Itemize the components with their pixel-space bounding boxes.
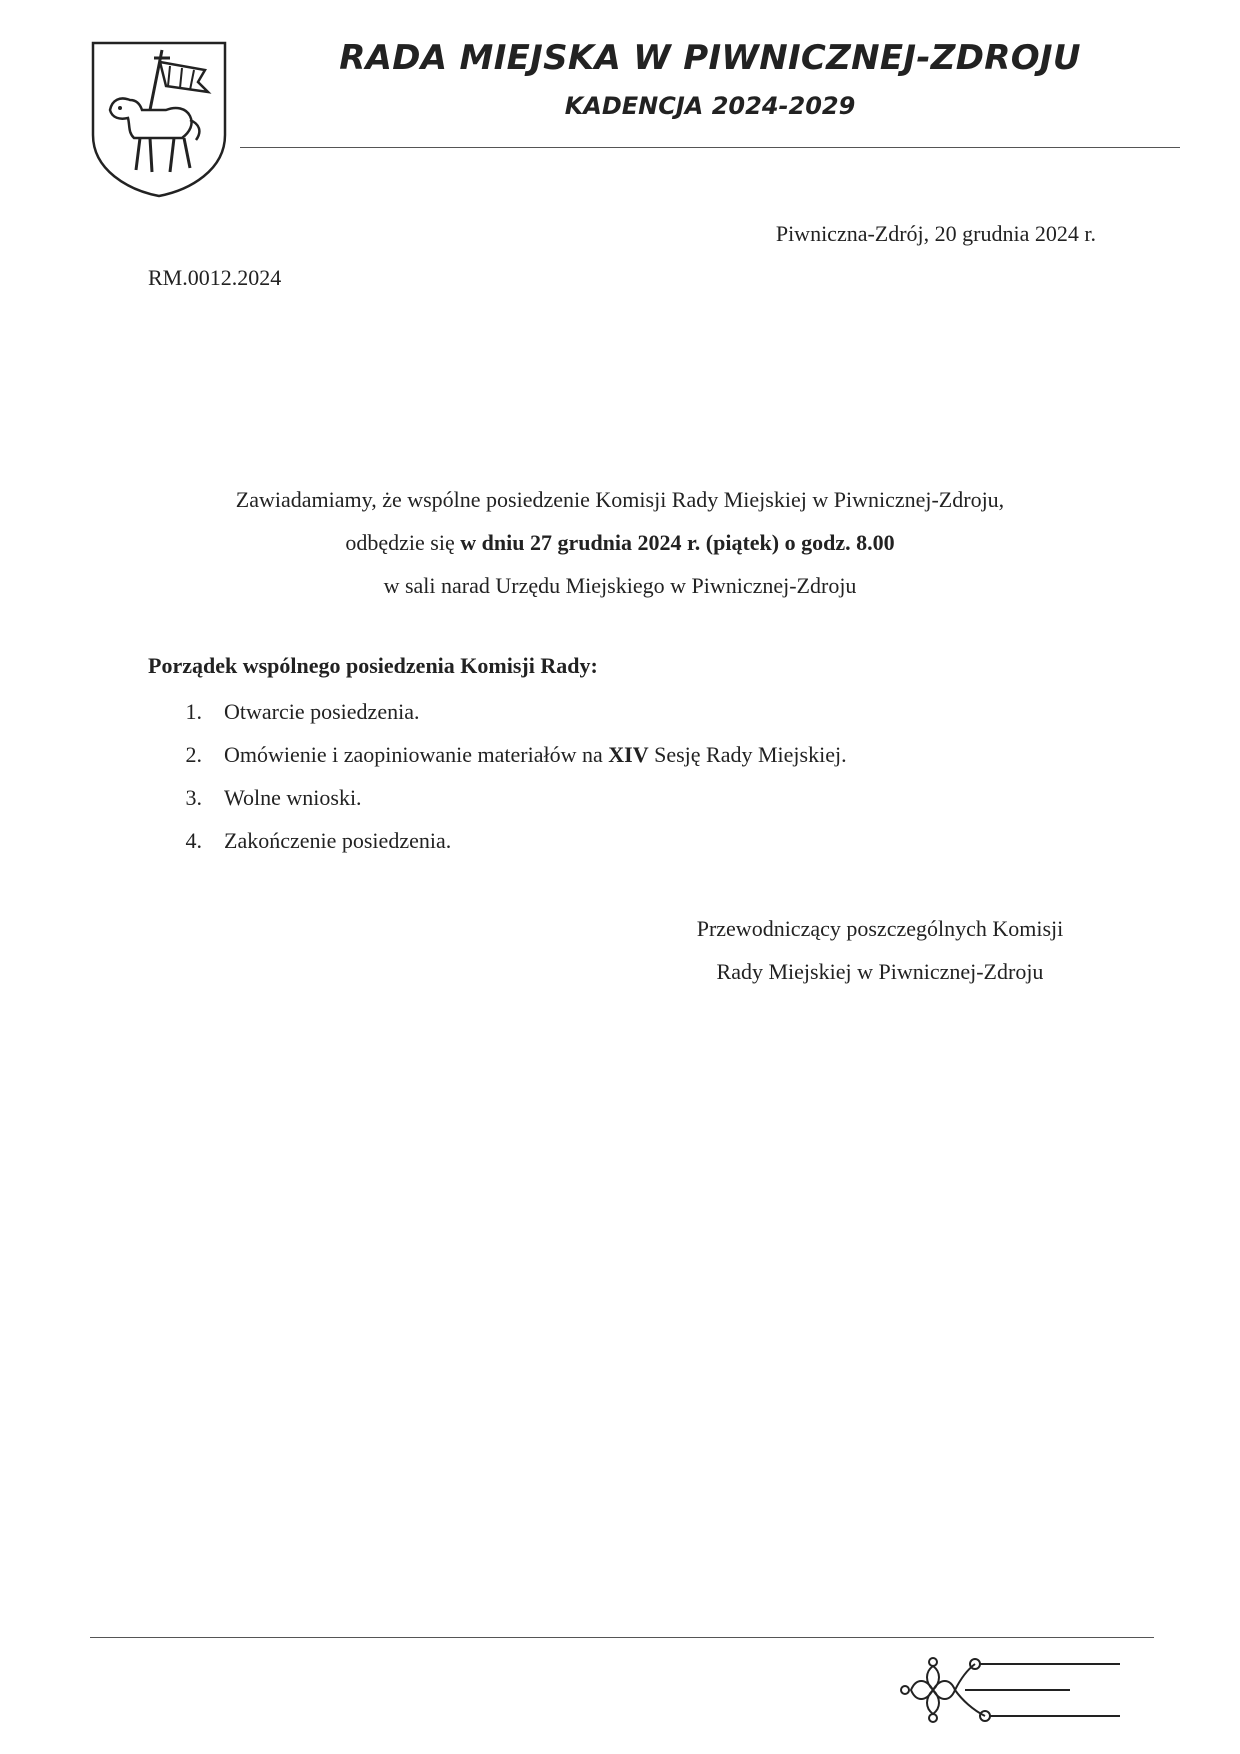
agenda-item-number: 3. — [185, 785, 202, 810]
footer-divider — [90, 1637, 1154, 1638]
agenda-item — [148, 776, 847, 819]
notice-line-3: w sali narad Urzędu Miejskiego w Piwnicznej-Zdroju — [383, 573, 857, 598]
header-divider — [240, 147, 1180, 148]
signature-line-1: Przewodniczący poszczególnych Komisji — [696, 916, 1064, 941]
agenda-item-text — [224, 819, 451, 862]
agenda-list — [148, 690, 847, 862]
meeting-datetime: w dniu 27 grudnia 2024 r. (piątek) o godz. 8.00 — [460, 530, 895, 555]
agenda-item-text — [224, 733, 847, 776]
meeting-notice — [140, 478, 1100, 607]
agenda-item-number: 2. — [185, 742, 202, 767]
agenda-item-text-part: Wolne wnioski. — [224, 785, 362, 810]
reference-number: RM.0012.2024 — [148, 265, 282, 290]
notice-line-2 — [140, 521, 1100, 564]
term-subtitle: KADENCJA 2024-2029 — [564, 92, 856, 120]
agenda-item-text-part: Zakończenie posiedzenia. — [224, 828, 452, 853]
agenda-item-text — [224, 776, 362, 819]
council-title: RADA MIEJSKA W PIWNICZNEJ-ZDROJU — [339, 38, 1081, 78]
agenda-title: Porządek wspólnego posiedzenia Komisji Rady: — [148, 653, 598, 678]
agenda-item-number: 4. — [185, 828, 202, 853]
agenda-item-text-part: Otwarcie posiedzenia. — [224, 699, 420, 724]
place-date: Piwniczna-Zdrój, 20 grudnia 2024 r. — [775, 221, 1096, 246]
notice-line-1: Zawiadamiamy, że wspólne posiedzenie Komisji Rady Miejskiej w Piwnicznej-Zdroju, — [235, 487, 1005, 512]
agenda-item-text-part: Omówienie i zaopiniowanie materiałów na — [224, 742, 609, 767]
agenda-item-text — [224, 690, 419, 733]
notice-line-2-intro: odbędzie się — [345, 530, 461, 555]
agenda-item — [148, 819, 847, 862]
footer-ornament-icon — [895, 1650, 1135, 1730]
agenda-item — [148, 733, 847, 776]
agenda-item-bold-part: XIV — [608, 742, 649, 767]
signature-block — [620, 907, 1140, 993]
agenda-item-text-end: Sesję Rady Miejskiej. — [648, 742, 847, 767]
agenda-item — [148, 690, 847, 733]
coat-of-arms-icon — [90, 40, 228, 198]
agenda-item-number: 1. — [185, 699, 202, 724]
signature-line-2: Rady Miejskiej w Piwnicznej-Zdroju — [716, 959, 1044, 984]
